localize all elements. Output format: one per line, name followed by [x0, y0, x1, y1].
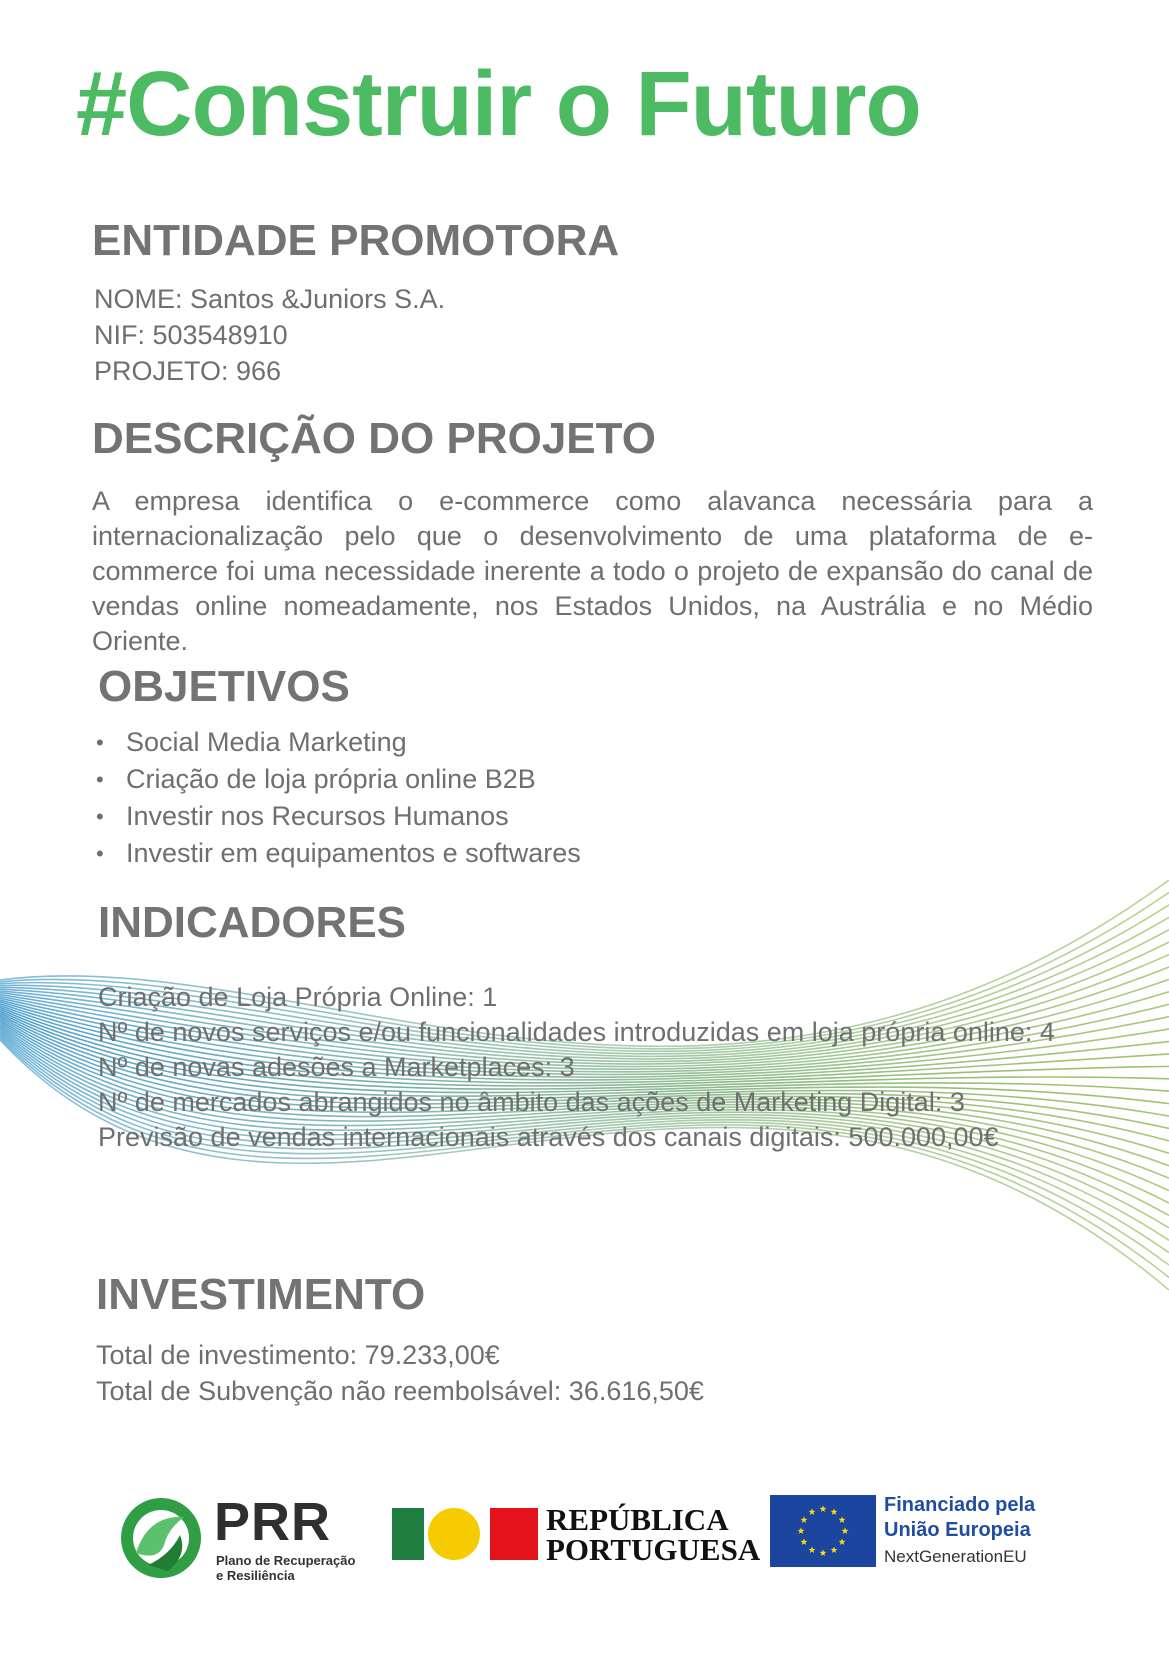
eu-line3: NextGenerationEU	[884, 1547, 1027, 1566]
republica-portuguesa-logo	[392, 1500, 761, 1570]
section-heading-descricao: DESCRIÇÃO DO PROJETO	[92, 414, 656, 463]
eu-funding-logo	[770, 1493, 1070, 1573]
prr-title: PRR	[214, 1492, 332, 1552]
eu-line2: União Europeia	[884, 1519, 1031, 1541]
republica-line2: PORTUGUESA	[546, 1532, 761, 1567]
section-heading-entidade: ENTIDADE PROMOTORA	[92, 216, 620, 265]
republica-line1: REPÚBLICA	[546, 1502, 729, 1537]
page-title-hashtag: #Construir o Futuro	[76, 53, 921, 155]
entidade-nif: NIF: 503548910	[94, 320, 288, 350]
section-heading-investimento: INVESTIMENTO	[96, 1270, 426, 1319]
indicador-item: Nº de novas adesões a Marketplaces: 3	[98, 1052, 575, 1082]
indicador-item: Nº de mercados abrangidos no âmbito das ações de Marketing Digital: 3	[98, 1087, 965, 1117]
section-heading-indicadores: INDICADORES	[98, 898, 407, 947]
investimento-subvencao: Total de Subvenção não reembolsável: 36.616,50€	[96, 1376, 704, 1406]
prr-emblem-icon	[118, 1495, 204, 1581]
eu-line1: Financiado pela	[884, 1494, 1036, 1516]
list-item: • Investir em equipamentos e softwares	[96, 835, 581, 872]
descricao-text: A empresa identifica o e-commerce como alavanca necessária para a internacionalização pelo que o desenvolvimento de uma plataforma de e-commerce foi uma necessidade inerente a todo o projeto de expansão do canal de vendas online nomeadamente, nos Estados Unidos, na Austrália e no Médio Oriente.	[92, 486, 1093, 656]
list-item: • Investir nos Recursos Humanos	[96, 798, 581, 835]
investimento-total: Total de investimento: 79.233,00€	[96, 1340, 500, 1370]
prr-subtitle-line1: Plano de Recuperação	[216, 1553, 356, 1568]
indicador-item: Nº de novos serviços e/ou funcionalidades introduzidas em loja própria online: 4	[98, 1017, 1055, 1047]
section-heading-objetivos: OBJETIVOS	[98, 662, 350, 711]
list-item: • Criação de loja própria online B2B	[96, 761, 581, 798]
prr-subtitle-line2: e Resiliência	[216, 1568, 295, 1583]
indicador-item: Previsão de vendas internacionais através dos canais digitais: 500.000,00€	[98, 1122, 999, 1152]
eu-flag-icon	[770, 1495, 876, 1567]
indicador-item: Criação de Loja Própria Online: 1	[98, 982, 498, 1012]
list-item: • Social Media Marketing	[96, 724, 581, 761]
entidade-projeto: PROJETO: 966	[94, 356, 282, 386]
prr-logo	[118, 1492, 368, 1585]
indicadores-list	[98, 980, 1101, 1155]
portugal-flag-shapes-icon	[392, 1506, 538, 1562]
objetivos-list	[96, 724, 581, 872]
entidade-nome: NOME: Santos &Juniors S.A.	[94, 284, 446, 314]
